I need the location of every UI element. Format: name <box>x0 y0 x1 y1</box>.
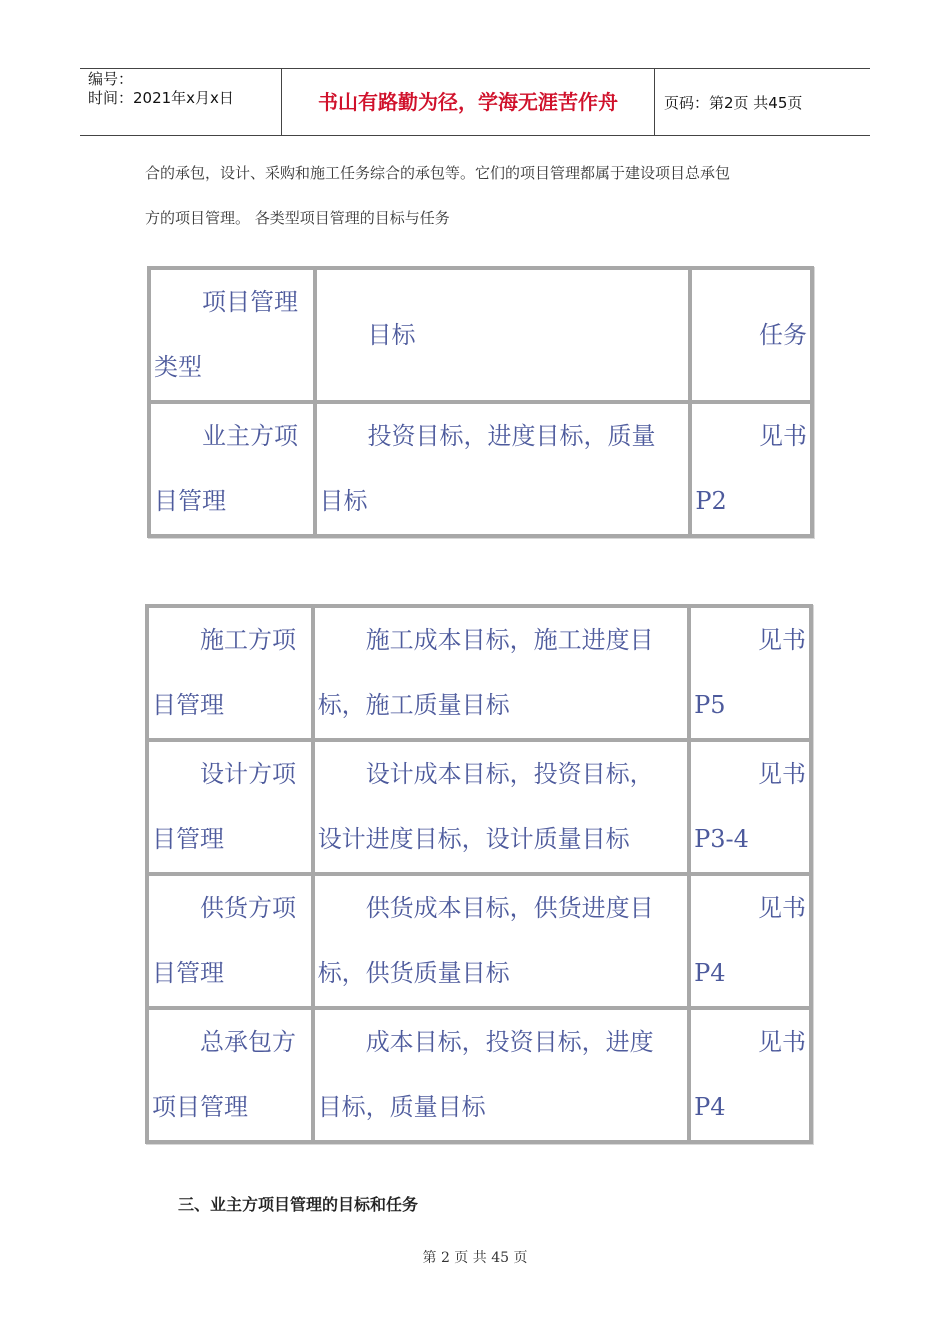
goal-cell <box>315 402 691 536</box>
header-cell-goal <box>315 268 691 402</box>
table-row <box>147 1008 811 1142</box>
type-line-2: 目管理 <box>152 959 224 987</box>
type-line-1: 供货方项 <box>200 894 296 922</box>
task-line-1: 见书 <box>758 626 806 654</box>
type-line-1: 设计方项 <box>200 760 296 788</box>
goal-cell <box>313 1008 689 1142</box>
document-number-label: 编号： <box>88 70 134 88</box>
type-line-2: 目管理 <box>154 487 226 515</box>
header-cell-task <box>690 268 812 402</box>
header-task-text: 任务 <box>759 320 807 349</box>
task-line-2: P4 <box>694 1093 726 1121</box>
task-cell <box>689 1008 811 1142</box>
paragraph-line-1: 合的承包，设计、采购和施工任务综合的承包等。它们的项目管理都属于建设项目总承包 <box>145 164 731 182</box>
type-line-2: 目管理 <box>152 691 224 719</box>
header-page-info: 页码：第2页 共45页 <box>664 94 803 112</box>
section-heading: 三、业主方项目管理的目标和任务 <box>178 1195 419 1214</box>
goal-cell <box>313 740 689 874</box>
task-line-2: P3-4 <box>694 825 749 853</box>
table-header-row <box>149 268 812 402</box>
goal-line-1: 投资目标，进度目标，质量 <box>367 422 656 450</box>
table-row <box>149 402 812 536</box>
header-divider-right <box>654 68 655 136</box>
page-footer: 第 2 页 共 45 页 <box>422 1250 528 1266</box>
type-cell <box>147 606 313 740</box>
task-line-1: 见书 <box>758 1028 806 1056</box>
table-row <box>147 874 811 1008</box>
goal-line-1: 成本目标，投资目标，进度 <box>365 1028 654 1056</box>
type-line-1: 总承包方 <box>200 1028 296 1056</box>
task-cell <box>689 874 811 1008</box>
goal-line-1: 设计成本目标，投资目标， <box>365 760 654 788</box>
header-divider-left <box>281 68 282 136</box>
header-meta <box>88 70 234 108</box>
goal-line-1: 施工成本目标，施工进度目 <box>365 626 654 654</box>
goal-line-2: 标，供货质量目标 <box>317 959 510 987</box>
type-cell <box>147 874 313 1008</box>
goal-line-2: 目标 <box>319 487 368 515</box>
type-line-1: 施工方项 <box>200 626 296 654</box>
task-line-1: 见书 <box>758 760 806 788</box>
type-line-2: 项目管理 <box>152 1093 248 1121</box>
document-time-label: 时间：2021年x月x日 <box>88 89 234 107</box>
task-line-1: 见书 <box>758 894 806 922</box>
task-line-1: 见书 <box>759 422 807 450</box>
task-cell <box>689 740 811 874</box>
header-type-line-2: 类型 <box>154 353 202 381</box>
type-line-1: 业主方项 <box>202 422 298 450</box>
project-management-table-1 <box>147 266 814 538</box>
header-motto: 书山有路勤为径，学海无涯苦作舟 <box>318 90 618 114</box>
header-bottom-rule <box>80 135 870 136</box>
goal-line-2: 标，施工质量目标 <box>317 691 510 719</box>
task-line-2: P5 <box>694 691 726 719</box>
paragraph-line-2: 方的项目管理。 各类型项目管理的目标与任务 <box>145 209 450 227</box>
task-line-2: P4 <box>694 959 726 987</box>
table-row <box>147 606 811 740</box>
header-type-line-1: 项目管理 <box>202 288 298 316</box>
header-goal-text: 目标 <box>367 320 416 349</box>
header-top-rule <box>80 68 870 69</box>
task-cell <box>690 402 812 536</box>
goal-cell <box>313 606 689 740</box>
type-line-2: 目管理 <box>152 825 224 853</box>
goal-cell <box>313 874 689 1008</box>
task-cell <box>689 606 811 740</box>
goal-line-2: 目标，质量目标 <box>317 1093 486 1121</box>
type-cell <box>147 740 313 874</box>
type-cell <box>149 402 315 536</box>
table-row <box>147 740 811 874</box>
project-management-table-2 <box>145 604 813 1144</box>
header-cell-type <box>149 268 315 402</box>
goal-line-1: 供货成本目标，供货进度目 <box>365 894 654 922</box>
type-cell <box>147 1008 313 1142</box>
task-line-2: P2 <box>695 487 727 515</box>
goal-line-2: 设计进度目标，设计质量目标 <box>317 825 630 853</box>
